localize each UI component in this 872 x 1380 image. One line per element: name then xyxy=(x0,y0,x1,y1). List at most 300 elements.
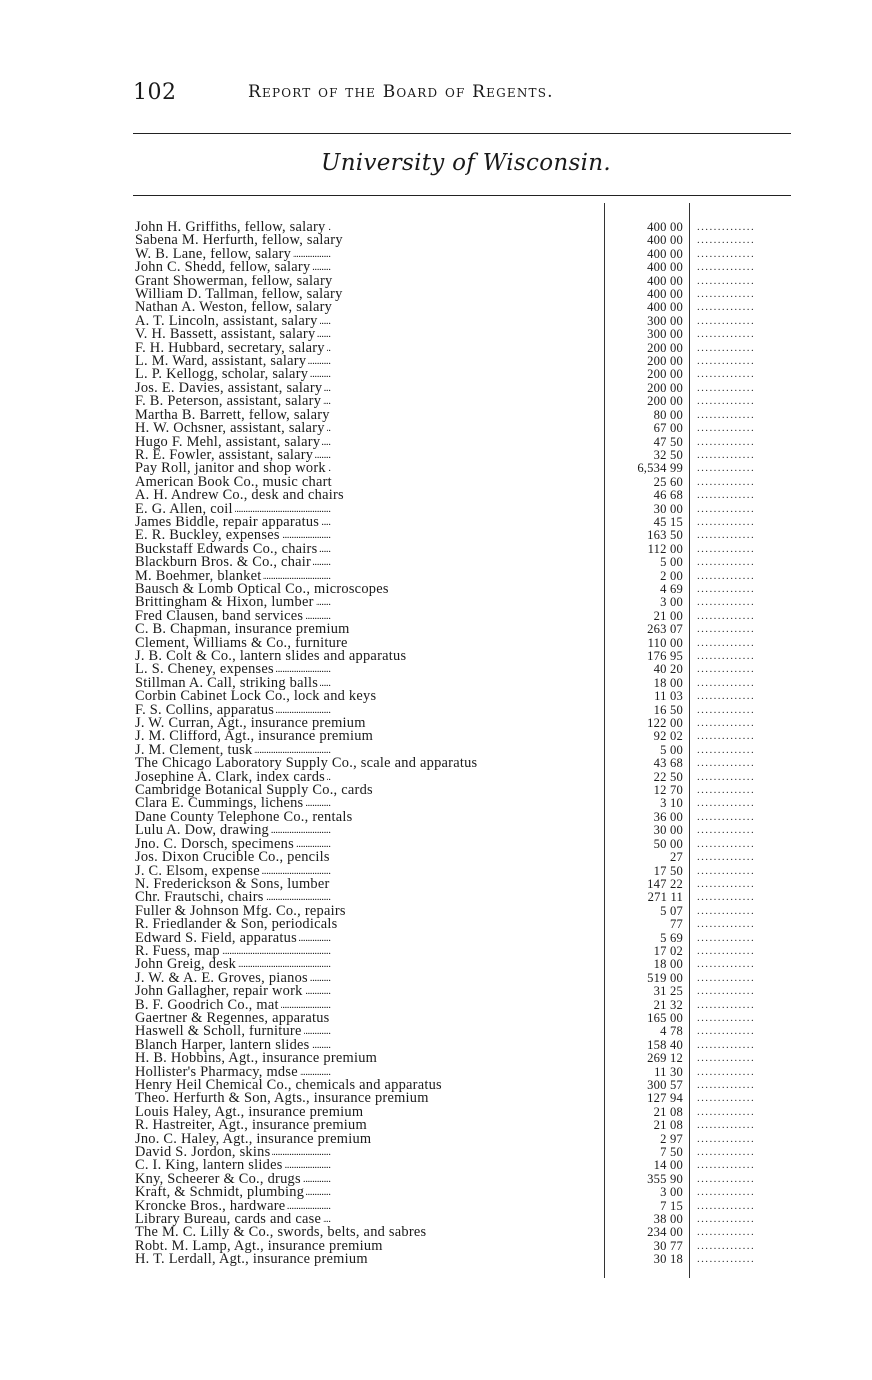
row-amount: 269 12 xyxy=(647,1051,683,1066)
row-description-text: E. R. Buckley, expenses xyxy=(135,529,280,543)
row-blank-leader: .............. xyxy=(697,314,756,327)
bottom-rule xyxy=(133,195,791,196)
row-description xyxy=(135,1039,601,1052)
ledger-row xyxy=(0,328,872,341)
row-blank-leader: .............. xyxy=(697,958,756,971)
row-description xyxy=(135,556,601,569)
row-amount: 2 00 xyxy=(660,568,683,583)
row-description xyxy=(135,382,601,395)
row-description-text: N. Frederickson & Sons, lumber xyxy=(135,877,330,892)
row-description xyxy=(135,543,601,556)
ledger-row xyxy=(0,395,872,408)
row-description-text: R. Friedlander & Son, periodicals xyxy=(135,918,338,932)
row-description xyxy=(135,1025,601,1038)
row-description xyxy=(135,932,601,945)
row-description-text: Chr. Frautschi, chairs xyxy=(135,891,264,905)
ledger-row xyxy=(0,368,872,381)
row-blank-leader: .............. xyxy=(697,757,756,770)
row-blank-leader: .............. xyxy=(697,663,756,676)
row-description xyxy=(135,570,601,583)
row-description-text: B. F. Goodrich Co., mat xyxy=(135,998,279,1012)
row-amount: 77 xyxy=(670,917,683,932)
row-description-text: J. W. & A. E. Groves, pianos xyxy=(135,971,308,986)
row-amount: 263 07 xyxy=(647,622,683,637)
row-amount: 22 50 xyxy=(653,769,683,784)
row-description xyxy=(135,610,601,623)
ledger-row xyxy=(0,1253,872,1266)
ledger-row xyxy=(0,516,872,529)
ledger-row xyxy=(0,1025,872,1038)
row-blank-leader: .............. xyxy=(697,475,756,488)
row-amount: 50 00 xyxy=(653,836,683,851)
ledger-row xyxy=(0,838,872,851)
row-amount: 400 00 xyxy=(647,246,683,261)
row-description-text: Jos. E. Davies, assistant, salary xyxy=(135,381,323,396)
row-amount: 300 00 xyxy=(647,313,683,328)
row-blank-leader: .............. xyxy=(697,824,756,837)
ledger-row xyxy=(0,650,872,663)
row-description-text: J. M. Clifford, Agt., insurance premium xyxy=(135,730,374,744)
row-description xyxy=(135,449,601,462)
row-description-text: H. W. Ochsner, assistant, salary xyxy=(135,422,325,436)
row-description-text: Blanch Harper, lantern slides xyxy=(135,1038,310,1053)
ledger-row xyxy=(0,985,872,998)
row-amount: 200 00 xyxy=(647,340,683,355)
row-description-text: Grant Showerman, fellow, salary xyxy=(135,274,333,289)
row-description-text: The M. C. Lilly & Co., swords, belts, and sabres xyxy=(135,1226,427,1240)
row-description-text: C. I. King, lantern slides xyxy=(135,1159,283,1173)
row-description xyxy=(135,301,601,314)
row-blank-leader: .............. xyxy=(697,502,756,515)
row-description-text: W. B. Lane, fellow, salary xyxy=(135,247,292,262)
row-blank-leader: .............. xyxy=(697,395,756,408)
row-blank-leader: .............. xyxy=(697,368,756,381)
ledger-row xyxy=(0,462,872,475)
row-description xyxy=(135,704,601,717)
ledger-row xyxy=(0,1173,872,1186)
row-description xyxy=(135,958,601,971)
ledger-row xyxy=(0,704,872,717)
row-amount: 3 00 xyxy=(660,595,683,610)
row-blank-leader: .............. xyxy=(697,1146,756,1159)
row-amount: 7 50 xyxy=(660,1145,683,1160)
row-amount: 127 94 xyxy=(647,1091,683,1106)
row-amount: 7 15 xyxy=(660,1198,683,1213)
row-amount: 27 xyxy=(670,850,683,865)
row-description-text: H. B. Hobbins, Agt., insurance premium xyxy=(135,1052,378,1066)
row-amount: 6,534 99 xyxy=(637,461,683,476)
row-amount: 16 50 xyxy=(653,702,683,717)
row-description-text: Hollister's Pharmacy, mdse xyxy=(135,1065,298,1079)
running-head: Report of the Board of Regents. xyxy=(248,82,554,102)
ledger-row xyxy=(0,1092,872,1105)
row-description xyxy=(135,248,601,261)
row-description-text: Sabena M. Herfurth, fellow, salary xyxy=(135,234,343,248)
row-blank-leader: .............. xyxy=(697,515,756,528)
row-amount: 200 00 xyxy=(647,354,683,369)
row-blank-leader: .............. xyxy=(697,851,756,864)
row-description xyxy=(135,744,601,757)
row-blank-leader: .............. xyxy=(697,904,756,917)
row-description-text: John Gallagher, repair work xyxy=(135,985,303,999)
row-description xyxy=(135,972,601,985)
row-blank-leader: .............. xyxy=(697,582,756,595)
row-description xyxy=(135,261,601,274)
section-title: University of Wisconsin. xyxy=(321,150,611,176)
ledger-row xyxy=(0,945,872,958)
row-blank-leader: .............. xyxy=(697,864,756,877)
row-description xyxy=(135,342,601,355)
row-description xyxy=(135,1079,601,1092)
row-blank-leader: .............. xyxy=(697,1092,756,1105)
row-blank-leader: .............. xyxy=(697,1011,756,1024)
row-description xyxy=(135,677,601,690)
row-amount: 271 11 xyxy=(647,890,683,905)
row-description xyxy=(135,516,601,529)
ledger-row xyxy=(0,436,872,449)
row-description xyxy=(135,503,601,516)
ledger-row xyxy=(0,342,872,355)
ledger-row xyxy=(0,489,872,502)
row-description xyxy=(135,368,601,381)
row-description-text: R. Hastreiter, Agt., insurance premium xyxy=(135,1119,367,1133)
row-description-text: J. B. Colt & Co., lantern slides and apparatus xyxy=(135,650,407,664)
ledger-row xyxy=(0,717,872,730)
row-blank-leader: .............. xyxy=(697,623,756,636)
ledger-row xyxy=(0,409,872,422)
row-amount: 200 00 xyxy=(647,367,683,382)
ledger-row xyxy=(0,449,872,462)
ledger-row xyxy=(0,958,872,971)
row-amount: 147 22 xyxy=(647,876,683,891)
row-amount: 4 78 xyxy=(660,1024,683,1039)
row-description xyxy=(135,1012,601,1025)
ledger-row xyxy=(0,1133,872,1146)
row-amount: 30 00 xyxy=(653,823,683,838)
ledger-row xyxy=(0,503,872,516)
row-amount: 300 57 xyxy=(647,1078,683,1092)
ledger-row xyxy=(0,543,872,556)
row-description xyxy=(135,1092,601,1105)
row-description xyxy=(135,851,601,864)
row-description-text: William D. Tallman, fellow, salary xyxy=(135,288,343,302)
row-amount: 5 07 xyxy=(660,903,683,918)
row-description xyxy=(135,476,601,489)
row-amount: 300 00 xyxy=(647,327,683,342)
row-description xyxy=(135,1146,601,1159)
row-blank-leader: .............. xyxy=(697,676,756,689)
row-description xyxy=(135,395,601,408)
row-description-text: Lulu A. Dow, drawing xyxy=(135,824,269,838)
ledger-row xyxy=(0,476,872,489)
ledger-row xyxy=(0,730,872,743)
ledger-row xyxy=(0,301,872,314)
row-description-text: Clara E. Cummings, lichens xyxy=(135,797,304,811)
row-blank-leader: .............. xyxy=(697,971,756,984)
row-blank-leader: .............. xyxy=(697,770,756,783)
row-description xyxy=(135,784,601,797)
ledger-row xyxy=(0,583,872,596)
row-amount: 21 08 xyxy=(653,1104,683,1119)
row-description-text: Bausch & Lomb Optical Co., microscopes xyxy=(135,582,389,597)
ledger-row xyxy=(0,1226,872,1239)
row-description xyxy=(135,690,601,703)
ledger-row xyxy=(0,1119,872,1132)
row-amount: 2 97 xyxy=(660,1131,683,1146)
row-blank-leader: .............. xyxy=(697,462,756,475)
row-description-text: H. T. Lerdall, Agt., insurance premium xyxy=(135,1253,368,1267)
row-blank-leader: .............. xyxy=(697,435,756,448)
row-description xyxy=(135,637,601,650)
row-description-text: J. C. Elsom, expense xyxy=(135,864,260,878)
row-description-text: Dane County Telephone Co., rentals xyxy=(135,810,353,825)
row-blank-leader: .............. xyxy=(697,730,756,743)
row-amount: 21 00 xyxy=(653,608,683,623)
row-amount: 21 08 xyxy=(653,1118,683,1133)
row-description-text: L. S. Cheney, expenses xyxy=(135,663,274,677)
row-blank-leader: .............. xyxy=(697,408,756,421)
ledger-row xyxy=(0,918,872,931)
row-description xyxy=(135,1119,601,1132)
row-blank-leader: .............. xyxy=(697,609,756,622)
row-amount: 122 00 xyxy=(647,716,683,731)
row-description xyxy=(135,1213,601,1226)
row-blank-leader: .............. xyxy=(697,985,756,998)
ledger-table xyxy=(0,221,872,1267)
row-blank-leader: .............. xyxy=(697,1132,756,1145)
row-description-text: Josephine A. Clark, index cards xyxy=(135,770,325,785)
row-amount: 400 00 xyxy=(647,260,683,275)
row-amount: 12 70 xyxy=(653,783,683,798)
row-description xyxy=(135,1106,601,1119)
ledger-row xyxy=(0,248,872,261)
row-description xyxy=(135,315,601,328)
row-description xyxy=(135,824,601,837)
row-description xyxy=(135,529,601,542)
row-blank-leader: .............. xyxy=(697,448,756,461)
row-amount: 3 10 xyxy=(660,796,683,811)
row-blank-leader: .............. xyxy=(697,784,756,797)
row-blank-leader: .............. xyxy=(697,1226,756,1239)
row-description xyxy=(135,1186,601,1199)
row-amount: 355 90 xyxy=(647,1171,683,1186)
row-blank-leader: .............. xyxy=(697,1052,756,1065)
ledger-row xyxy=(0,878,872,891)
ledger-row xyxy=(0,234,872,247)
row-amount: 5 00 xyxy=(660,742,683,757)
row-description xyxy=(135,489,601,502)
row-amount: 3 00 xyxy=(660,1185,683,1200)
row-description xyxy=(135,771,601,784)
row-amount: 110 00 xyxy=(647,635,683,650)
row-description xyxy=(135,999,601,1012)
row-amount: 47 50 xyxy=(653,434,683,449)
row-description-text: Jno. C. Dorsch, specimens xyxy=(135,837,294,852)
ledger-row xyxy=(0,905,872,918)
row-description-text: Stillman A. Call, striking balls xyxy=(135,676,319,691)
row-amount: 32 50 xyxy=(653,447,683,462)
row-description xyxy=(135,583,601,596)
row-description-text: Fuller & Johnson Mfg. Co., repairs xyxy=(135,904,346,919)
row-description-text: Jno. C. Haley, Agt., insurance premium xyxy=(135,1132,372,1147)
row-description xyxy=(135,1133,601,1146)
row-blank-leader: .............. xyxy=(697,341,756,354)
row-description xyxy=(135,891,601,904)
row-description-text: R. Fuess, map xyxy=(135,944,220,959)
row-description-text: M. Boehmer, blanket xyxy=(135,569,262,583)
row-description xyxy=(135,905,601,918)
ledger-row xyxy=(0,972,872,985)
ledger-row xyxy=(0,261,872,274)
ledger-row xyxy=(0,422,872,435)
row-description xyxy=(135,1159,601,1172)
row-description xyxy=(135,1066,601,1079)
row-description xyxy=(135,1226,601,1239)
row-description-text: F. S. Collins, apparatus xyxy=(135,703,275,718)
row-blank-leader: .............. xyxy=(697,944,756,957)
ledger-row xyxy=(0,623,872,636)
row-description-text: James Biddle, repair apparatus xyxy=(135,515,320,530)
row-amount: 40 20 xyxy=(653,662,683,677)
row-blank-leader: .............. xyxy=(697,1119,756,1132)
row-description-text: C. B. Chapman, insurance premium xyxy=(135,623,350,637)
row-blank-leader: .............. xyxy=(697,381,756,394)
row-description xyxy=(135,730,601,743)
row-description xyxy=(135,275,601,288)
row-description-text: Haswell & Scholl, furniture xyxy=(135,1025,302,1039)
row-description xyxy=(135,623,601,636)
row-description-text: Corbin Cabinet Lock Co., lock and keys xyxy=(135,690,377,704)
row-amount: 30 77 xyxy=(653,1238,683,1253)
row-amount: 11 30 xyxy=(654,1064,683,1079)
row-description-text: John C. Shedd, fellow, salary xyxy=(135,261,311,275)
row-amount: 17 50 xyxy=(653,863,683,878)
ledger-row xyxy=(0,891,872,904)
row-amount: 4 69 xyxy=(660,581,683,596)
row-blank-leader: .............. xyxy=(697,931,756,944)
ledger-row xyxy=(0,570,872,583)
row-description xyxy=(135,797,601,810)
ledger-row xyxy=(0,1052,872,1065)
row-amount: 400 00 xyxy=(647,220,683,234)
row-blank-leader: .............. xyxy=(697,1105,756,1118)
row-description-text: Edward S. Field, apparatus xyxy=(135,931,297,945)
ledger-row xyxy=(0,596,872,609)
row-amount: 43 68 xyxy=(653,756,683,771)
row-description xyxy=(135,355,601,368)
row-blank-leader: .............. xyxy=(697,650,756,662)
row-blank-leader: .............. xyxy=(697,717,756,730)
row-amount: 36 00 xyxy=(653,809,683,824)
row-amount: 38 00 xyxy=(653,1212,683,1227)
row-blank-leader: .............. xyxy=(697,918,756,931)
row-description xyxy=(135,811,601,824)
row-amount: 400 00 xyxy=(647,233,683,248)
row-description xyxy=(135,221,601,234)
row-description-text: Kraft, & Schmidt, plumbing xyxy=(135,1186,305,1200)
row-blank-leader: .............. xyxy=(697,1159,756,1172)
row-blank-leader: .............. xyxy=(697,489,756,502)
row-description xyxy=(135,1173,601,1186)
row-blank-leader: .............. xyxy=(697,797,756,810)
ledger-row xyxy=(0,1159,872,1172)
row-description-text: Henry Heil Chemical Co., chemicals and apparatus xyxy=(135,1079,442,1093)
row-blank-leader: .............. xyxy=(697,288,756,301)
row-description-text: David S. Jordon, skins xyxy=(135,1146,271,1160)
ledger-row xyxy=(0,663,872,676)
row-blank-leader: .............. xyxy=(697,1239,756,1252)
row-amount: 158 40 xyxy=(647,1037,683,1052)
row-blank-leader: .............. xyxy=(697,569,756,582)
ledger-row xyxy=(0,1200,872,1213)
row-blank-leader: .............. xyxy=(697,1199,756,1212)
row-blank-leader: .............. xyxy=(697,529,756,542)
row-amount: 14 00 xyxy=(653,1158,683,1173)
row-description-text: Clement, Williams & Co., furniture xyxy=(135,636,348,650)
row-blank-leader: .............. xyxy=(697,247,756,260)
row-description-text: E. G. Allen, coil xyxy=(135,502,233,516)
row-amount: 200 00 xyxy=(647,394,683,409)
ledger-row xyxy=(0,865,872,878)
row-description xyxy=(135,409,601,422)
row-blank-leader: .............. xyxy=(697,810,756,823)
row-description-text: J. M. Clement, tusk xyxy=(135,743,253,758)
ledger-row xyxy=(0,556,872,569)
row-amount: 400 00 xyxy=(647,273,683,288)
row-amount: 30 00 xyxy=(653,501,683,516)
row-blank-leader: .............. xyxy=(697,998,756,1011)
row-blank-leader: .............. xyxy=(697,1079,756,1091)
row-amount: 46 68 xyxy=(653,488,683,503)
row-blank-leader: .............. xyxy=(697,542,756,555)
row-description xyxy=(135,663,601,676)
row-description xyxy=(135,436,601,449)
row-description xyxy=(135,717,601,730)
row-description-text: John H. Griffiths, fellow, salary xyxy=(135,221,326,235)
row-blank-leader: .............. xyxy=(697,690,756,703)
row-description-text: American Book Co., music chart xyxy=(135,475,332,490)
ledger-row xyxy=(0,221,872,234)
row-description-text: Blackburn Bros. & Co., chair xyxy=(135,556,312,570)
row-description-text: A. T. Lincoln, assistant, salary xyxy=(135,314,318,329)
row-description-text: Jos. Dixon Crucible Co., pencils xyxy=(135,851,330,865)
row-blank-leader: .............. xyxy=(697,355,756,368)
row-description xyxy=(135,985,601,998)
row-amount: 165 00 xyxy=(647,1010,683,1025)
row-blank-leader: .............. xyxy=(697,328,756,341)
row-blank-leader: .............. xyxy=(697,877,756,890)
row-description xyxy=(135,328,601,341)
ledger-row xyxy=(0,610,872,623)
row-amount: 21 32 xyxy=(653,997,683,1012)
page-number: 102 xyxy=(133,80,177,105)
row-blank-leader: .............. xyxy=(697,703,756,716)
row-description xyxy=(135,650,601,663)
ledger-row xyxy=(0,999,872,1012)
ledger-row xyxy=(0,932,872,945)
row-amount: 112 00 xyxy=(647,541,683,556)
row-amount: 200 00 xyxy=(647,380,683,395)
row-description-text: Brittingham & Hixon, lumber xyxy=(135,596,314,610)
ledger-row xyxy=(0,1146,872,1159)
row-description-text: F. H. Hubbard, secretary, salary xyxy=(135,341,325,356)
row-amount: 25 60 xyxy=(653,474,683,489)
ledger-row xyxy=(0,851,872,864)
row-description xyxy=(135,918,601,931)
ledger-row xyxy=(0,690,872,703)
row-description-text: Martha B. Barrett, fellow, salary xyxy=(135,408,330,423)
row-amount: 176 95 xyxy=(647,649,683,663)
